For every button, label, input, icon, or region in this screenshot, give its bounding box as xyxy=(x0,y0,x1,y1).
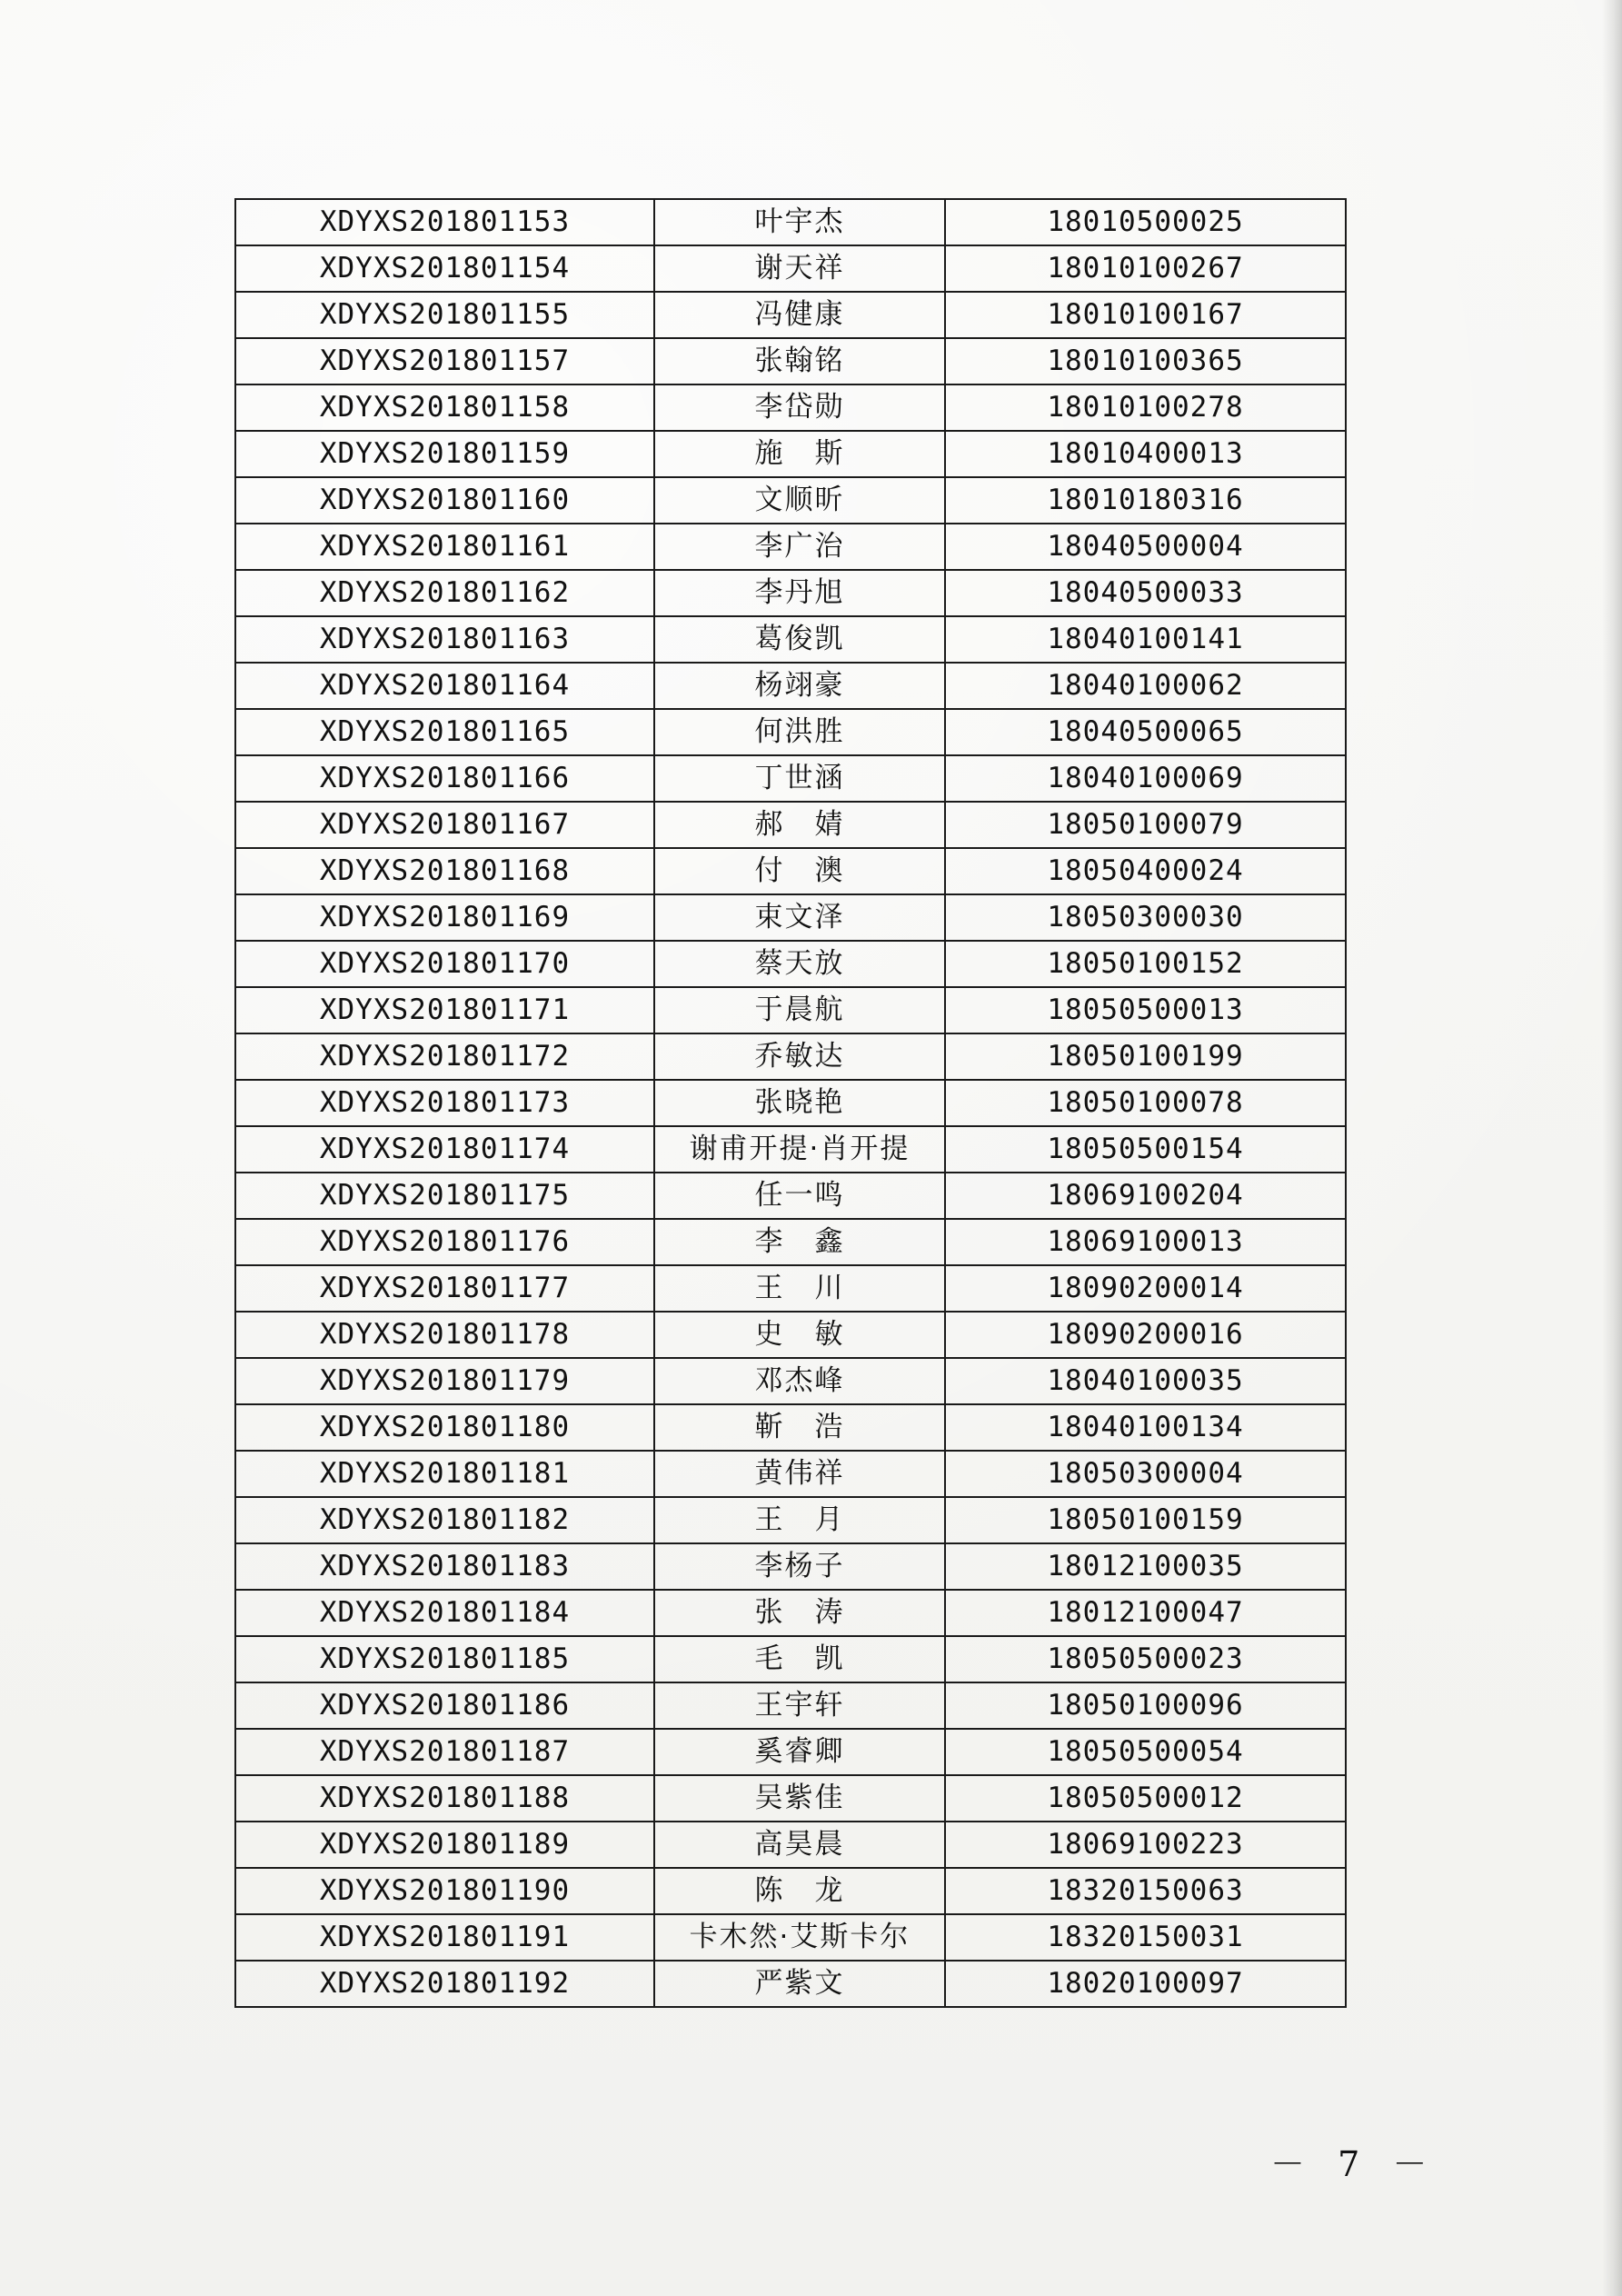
student-id-cell: XDYXS201801184 xyxy=(235,1590,654,1636)
student-id-cell: XDYXS201801174 xyxy=(235,1126,654,1173)
student-name-cell: 冯健康 xyxy=(654,292,945,338)
student-name-cell: 郝 婧 xyxy=(654,802,945,848)
student-name-cell: 李广治 xyxy=(654,524,945,570)
table-row xyxy=(235,570,1346,616)
student-name-cell: 任一鸣 xyxy=(654,1173,945,1219)
student-name-cell: 谢甫开提·肖开提 xyxy=(654,1126,945,1173)
registration-number-cell: 18090200016 xyxy=(945,1312,1346,1358)
table-row xyxy=(235,755,1346,802)
student-name-cell: 杨翊豪 xyxy=(654,663,945,709)
registration-number-cell: 18050100159 xyxy=(945,1497,1346,1543)
registration-number-cell: 18050100152 xyxy=(945,941,1346,987)
student-id-cell: XDYXS201801187 xyxy=(235,1729,654,1775)
student-name-cell: 毛 凯 xyxy=(654,1636,945,1682)
student-id-cell: XDYXS201801192 xyxy=(235,1961,654,2007)
student-name-cell: 谢天祥 xyxy=(654,245,945,292)
table-row xyxy=(235,1451,1346,1497)
student-id-cell: XDYXS201801181 xyxy=(235,1451,654,1497)
registration-number-cell: 18050400024 xyxy=(945,848,1346,894)
table-row xyxy=(235,802,1346,848)
student-name-cell: 付 澳 xyxy=(654,848,945,894)
table-row xyxy=(235,894,1346,941)
student-name-cell: 史 敏 xyxy=(654,1312,945,1358)
student-name-cell: 卡木然·艾斯卡尔 xyxy=(654,1914,945,1961)
student-id-cell: XDYXS201801170 xyxy=(235,941,654,987)
student-id-cell: XDYXS201801165 xyxy=(235,709,654,755)
student-id-cell: XDYXS201801164 xyxy=(235,663,654,709)
roster-table xyxy=(234,198,1347,2008)
registration-number-cell: 18040100062 xyxy=(945,663,1346,709)
table-row xyxy=(235,1033,1346,1080)
registration-number-cell: 18050100096 xyxy=(945,1682,1346,1729)
table-row xyxy=(235,848,1346,894)
student-id-cell: XDYXS201801157 xyxy=(235,338,654,384)
student-name-cell: 邓杰峰 xyxy=(654,1358,945,1404)
student-id-cell: XDYXS201801173 xyxy=(235,1080,654,1126)
student-id-cell: XDYXS201801166 xyxy=(235,755,654,802)
registration-number-cell: 18040100134 xyxy=(945,1404,1346,1451)
registration-number-cell: 18040100141 xyxy=(945,616,1346,663)
student-id-cell: XDYXS201801190 xyxy=(235,1868,654,1914)
registration-number-cell: 18050500012 xyxy=(945,1775,1346,1822)
table-row xyxy=(235,1404,1346,1451)
student-name-cell: 李岱勋 xyxy=(654,384,945,431)
table-row xyxy=(235,987,1346,1033)
student-name-cell: 陈 龙 xyxy=(654,1868,945,1914)
student-id-cell: XDYXS201801154 xyxy=(235,245,654,292)
student-id-cell: XDYXS201801179 xyxy=(235,1358,654,1404)
student-id-cell: XDYXS201801155 xyxy=(235,292,654,338)
student-name-cell: 李丹旭 xyxy=(654,570,945,616)
table-row xyxy=(235,616,1346,663)
student-name-cell: 张晓艳 xyxy=(654,1080,945,1126)
registration-number-cell: 18320150031 xyxy=(945,1914,1346,1961)
page-number: － 7 － xyxy=(1270,2144,1438,2184)
table-row xyxy=(235,1590,1346,1636)
registration-number-cell: 18010100278 xyxy=(945,384,1346,431)
student-name-cell: 葛俊凯 xyxy=(654,616,945,663)
table-row xyxy=(235,1358,1346,1404)
student-id-cell: XDYXS201801182 xyxy=(235,1497,654,1543)
table-row xyxy=(235,384,1346,431)
student-name-cell: 叶宇杰 xyxy=(654,199,945,245)
registration-number-cell: 18040500065 xyxy=(945,709,1346,755)
registration-number-cell: 18050500023 xyxy=(945,1636,1346,1682)
student-name-cell: 张 涛 xyxy=(654,1590,945,1636)
table-row xyxy=(235,245,1346,292)
table-row xyxy=(235,199,1346,245)
table-row xyxy=(235,1775,1346,1822)
student-id-cell: XDYXS201801191 xyxy=(235,1914,654,1961)
student-name-cell: 王宇轩 xyxy=(654,1682,945,1729)
table-row xyxy=(235,1914,1346,1961)
student-id-cell: XDYXS201801163 xyxy=(235,616,654,663)
registration-number-cell: 18050100199 xyxy=(945,1033,1346,1080)
table-row xyxy=(235,1265,1346,1312)
student-name-cell: 施 斯 xyxy=(654,431,945,477)
table-row xyxy=(235,1080,1346,1126)
student-id-cell: XDYXS201801186 xyxy=(235,1682,654,1729)
table-row xyxy=(235,1126,1346,1173)
table-row xyxy=(235,1543,1346,1590)
table-row xyxy=(235,338,1346,384)
registration-number-cell: 18012100035 xyxy=(945,1543,1346,1590)
table-row xyxy=(235,1961,1346,2007)
student-id-cell: XDYXS201801160 xyxy=(235,477,654,524)
table-row xyxy=(235,1682,1346,1729)
student-id-cell: XDYXS201801175 xyxy=(235,1173,654,1219)
table-row xyxy=(235,292,1346,338)
table-row xyxy=(235,709,1346,755)
table-row xyxy=(235,1173,1346,1219)
student-name-cell: 李 鑫 xyxy=(654,1219,945,1265)
student-name-cell: 王 川 xyxy=(654,1265,945,1312)
registration-number-cell: 18050500013 xyxy=(945,987,1346,1033)
student-name-cell: 黄伟祥 xyxy=(654,1451,945,1497)
table-row xyxy=(235,1868,1346,1914)
student-name-cell: 高昊晨 xyxy=(654,1822,945,1868)
roster-table-container xyxy=(234,198,1339,2008)
student-id-cell: XDYXS201801176 xyxy=(235,1219,654,1265)
student-name-cell: 乔敏达 xyxy=(654,1033,945,1080)
registration-number-cell: 18040500004 xyxy=(945,524,1346,570)
student-id-cell: XDYXS201801153 xyxy=(235,199,654,245)
student-id-cell: XDYXS201801171 xyxy=(235,987,654,1033)
student-name-cell: 王 月 xyxy=(654,1497,945,1543)
table-row xyxy=(235,1497,1346,1543)
student-name-cell: 严紫文 xyxy=(654,1961,945,2007)
student-name-cell: 丁世涵 xyxy=(654,755,945,802)
registration-number-cell: 18090200014 xyxy=(945,1265,1346,1312)
student-id-cell: XDYXS201801177 xyxy=(235,1265,654,1312)
registration-number-cell: 18010100267 xyxy=(945,245,1346,292)
registration-number-cell: 18020100097 xyxy=(945,1961,1346,2007)
registration-number-cell: 18040100035 xyxy=(945,1358,1346,1404)
roster-table-body xyxy=(235,199,1346,2007)
registration-number-cell: 18050500054 xyxy=(945,1729,1346,1775)
registration-number-cell: 18050100078 xyxy=(945,1080,1346,1126)
registration-number-cell: 18040100069 xyxy=(945,755,1346,802)
student-name-cell: 蔡天放 xyxy=(654,941,945,987)
student-name-cell: 文顺昕 xyxy=(654,477,945,524)
student-id-cell: XDYXS201801180 xyxy=(235,1404,654,1451)
table-row xyxy=(235,1822,1346,1868)
registration-number-cell: 18010100167 xyxy=(945,292,1346,338)
student-id-cell: XDYXS201801159 xyxy=(235,431,654,477)
table-row xyxy=(235,524,1346,570)
student-id-cell: XDYXS201801167 xyxy=(235,802,654,848)
registration-number-cell: 18010400013 xyxy=(945,431,1346,477)
registration-number-cell: 18320150063 xyxy=(945,1868,1346,1914)
student-name-cell: 束文泽 xyxy=(654,894,945,941)
scan-edge-shadow xyxy=(1602,0,1622,2296)
student-id-cell: XDYXS201801168 xyxy=(235,848,654,894)
registration-number-cell: 18010180316 xyxy=(945,477,1346,524)
student-id-cell: XDYXS201801178 xyxy=(235,1312,654,1358)
student-id-cell: XDYXS201801183 xyxy=(235,1543,654,1590)
table-row xyxy=(235,1636,1346,1682)
student-name-cell: 张翰铭 xyxy=(654,338,945,384)
registration-number-cell: 18010100365 xyxy=(945,338,1346,384)
registration-number-cell: 18069100013 xyxy=(945,1219,1346,1265)
table-row xyxy=(235,477,1346,524)
table-row xyxy=(235,1312,1346,1358)
student-name-cell: 李杨子 xyxy=(654,1543,945,1590)
table-row xyxy=(235,1219,1346,1265)
student-name-cell: 吴紫佳 xyxy=(654,1775,945,1822)
student-name-cell: 于晨航 xyxy=(654,987,945,1033)
student-id-cell: XDYXS201801169 xyxy=(235,894,654,941)
student-id-cell: XDYXS201801161 xyxy=(235,524,654,570)
student-id-cell: XDYXS201801185 xyxy=(235,1636,654,1682)
table-row xyxy=(235,431,1346,477)
registration-number-cell: 18069100223 xyxy=(945,1822,1346,1868)
registration-number-cell: 18069100204 xyxy=(945,1173,1346,1219)
registration-number-cell: 18012100047 xyxy=(945,1590,1346,1636)
registration-number-cell: 18050500154 xyxy=(945,1126,1346,1173)
student-id-cell: XDYXS201801189 xyxy=(235,1822,654,1868)
student-id-cell: XDYXS201801162 xyxy=(235,570,654,616)
student-name-cell: 奚睿卿 xyxy=(654,1729,945,1775)
student-name-cell: 靳 浩 xyxy=(654,1404,945,1451)
registration-number-cell: 18050300030 xyxy=(945,894,1346,941)
student-id-cell: XDYXS201801188 xyxy=(235,1775,654,1822)
registration-number-cell: 18010500025 xyxy=(945,199,1346,245)
registration-number-cell: 18040500033 xyxy=(945,570,1346,616)
student-name-cell: 何洪胜 xyxy=(654,709,945,755)
student-id-cell: XDYXS201801172 xyxy=(235,1033,654,1080)
registration-number-cell: 18050300004 xyxy=(945,1451,1346,1497)
table-row xyxy=(235,663,1346,709)
student-id-cell: XDYXS201801158 xyxy=(235,384,654,431)
table-row xyxy=(235,1729,1346,1775)
registration-number-cell: 18050100079 xyxy=(945,802,1346,848)
table-row xyxy=(235,941,1346,987)
